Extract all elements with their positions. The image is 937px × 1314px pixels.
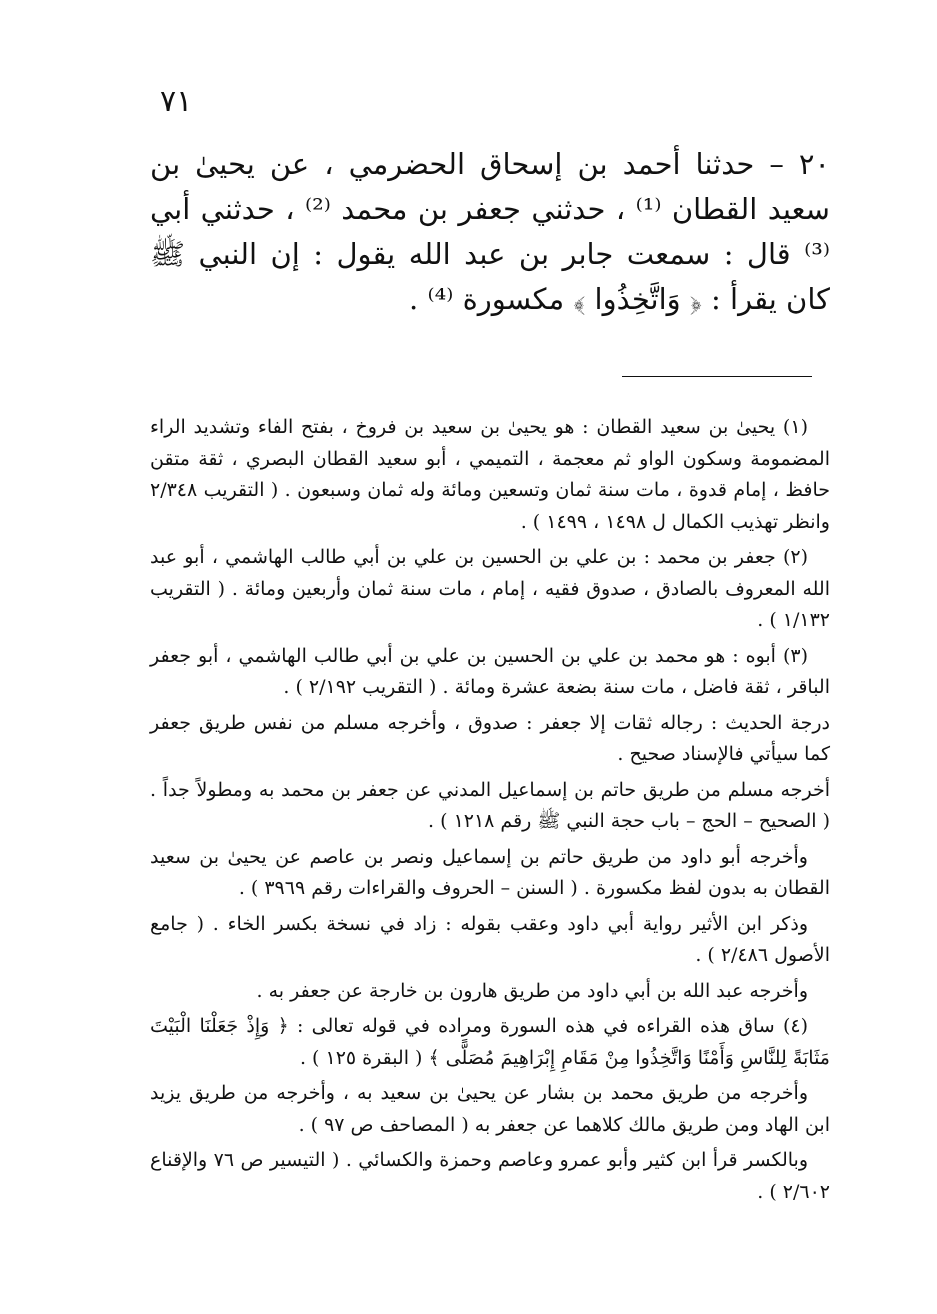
takhrij-abu-dawud: وأخرجه أبو داود من طريق حاتم بن إسماعيل ونصر بن عاصم عن يحيىٰ بن سعيد القطان به بدون لفظ مكسورة . ( السنن – الحروف والقراءات رقم ٣٩٦٩ ) . bbox=[150, 845, 830, 899]
footnote-separator bbox=[622, 376, 812, 377]
takhrij-muslim: أخرجه مسلم من طريق حاتم بن إسماعيل المدني عن جعفر بن محمد به ومطولاً جداً . ( الصحيح – الحج – باب حجة النبي ﷺ رقم ١٢١٨ ) . bbox=[150, 778, 830, 832]
footnotes bbox=[150, 412, 830, 1212]
page-number: ٧١ bbox=[160, 84, 193, 119]
takhrij-ibn-athir: وذكر ابن الأثير رواية أبي داود وعقب بقوله : زاد في نسخة بكسر الخاء . ( جامع الأصول ٢/٤٨٦ ) . bbox=[150, 912, 830, 966]
footnote-3: (٣) أبوه : هو محمد بن علي بن الحسين بن علي بن أبي طالب الهاشمي ، أبو جعفر الباقر ، ثقة فاضل ، مات سنة بضعة عشرة ومائة . ( التقريب ٢/١٩٢ ) . bbox=[150, 644, 830, 698]
hadith-text bbox=[150, 142, 830, 322]
takhrij-ibn-abi-dawud: وأخرجه عبد الله بن أبي داود من طريق هارون بن خارجة عن جعفر به . bbox=[256, 979, 808, 1002]
footnote-2: (٢) جعفر بن محمد : بن علي بن الحسين بن علي بن أبي طالب الهاشمي ، أبو عبد الله المعروف بالصادق ، صدوق فقيه ، إمام ، مات سنة ثمان وأربعين ومائة . ( التقريب ١/١٣٢ ) . bbox=[150, 546, 830, 631]
hadith-grade: درجة الحديث : رجاله ثقات إلا جعفر : صدوق ، وأخرجه مسلم من نفس طريق جعفر كما سيأتي فالإسناد صحيح . bbox=[150, 711, 830, 765]
takhrij-masahif: وأخرجه من طريق محمد بن بشار عن يحيىٰ بن سعيد به ، وأخرجه من طريق يزيد ابن الهاد ومن طريق مالك كلاهما عن جعفر به ( المصاحف ص ٩٧ ) . bbox=[150, 1082, 830, 1136]
footnote-1: (١) يحيىٰ بن سعيد القطان : هو يحيىٰ بن سعيد بن فروخ ، بفتح الفاء وتشديد الراء المضمومة وسكون الواو ثم معجمة ، التميمي ، أبو سعيد القطان البصري ، ثقة متقن حافظ ، إمام قدوة ، مات سنة ثمان وتسعين ومائة وله ثمان وسبعون . ( التقريب ٢/٣٤٨ وانظر تهذيب الكمال ل ١٤٩٨ ، ١٤٩٩ ) . bbox=[150, 416, 830, 533]
hadith-paragraph: ٢٠ – حدثنا أحمد بن إسحاق الحضرمي ، عن يحيىٰ بن سعيد القطان ⁽¹⁾ ، حدثني جعفر بن محمد ⁽²⁾ ، حدثني أبي ⁽³⁾ قال : سمعت جابر بن عبد الله يقول : إن النبي ﷺ كان يقرأ : ﴿ وَاتَّخِذُوا ﴾ مكسورة ⁽⁴⁾ . bbox=[150, 147, 830, 316]
qiraat-note: وبالكسر قرأ ابن كثير وأبو عمرو وعاصم وحمزة والكسائي . ( التيسير ص ٧٦ والإقناع ٢/٦٠٢ ) . bbox=[150, 1149, 830, 1203]
footnote-4: (٤) ساق هذه القراءه في هذه السورة ومراده في قوله تعالى : ﴿ وَإِذْ جَعَلْنَا الْبَيْتَ مَثَابَةً لِلنَّاسِ وَأَمْنًا وَاتَّخِذُوا مِنْ مَقَامِ إِبْرَاهِيمَ مُصَلًّى ﴾ ( البقرة ١٢٥ ) . bbox=[150, 1015, 830, 1069]
